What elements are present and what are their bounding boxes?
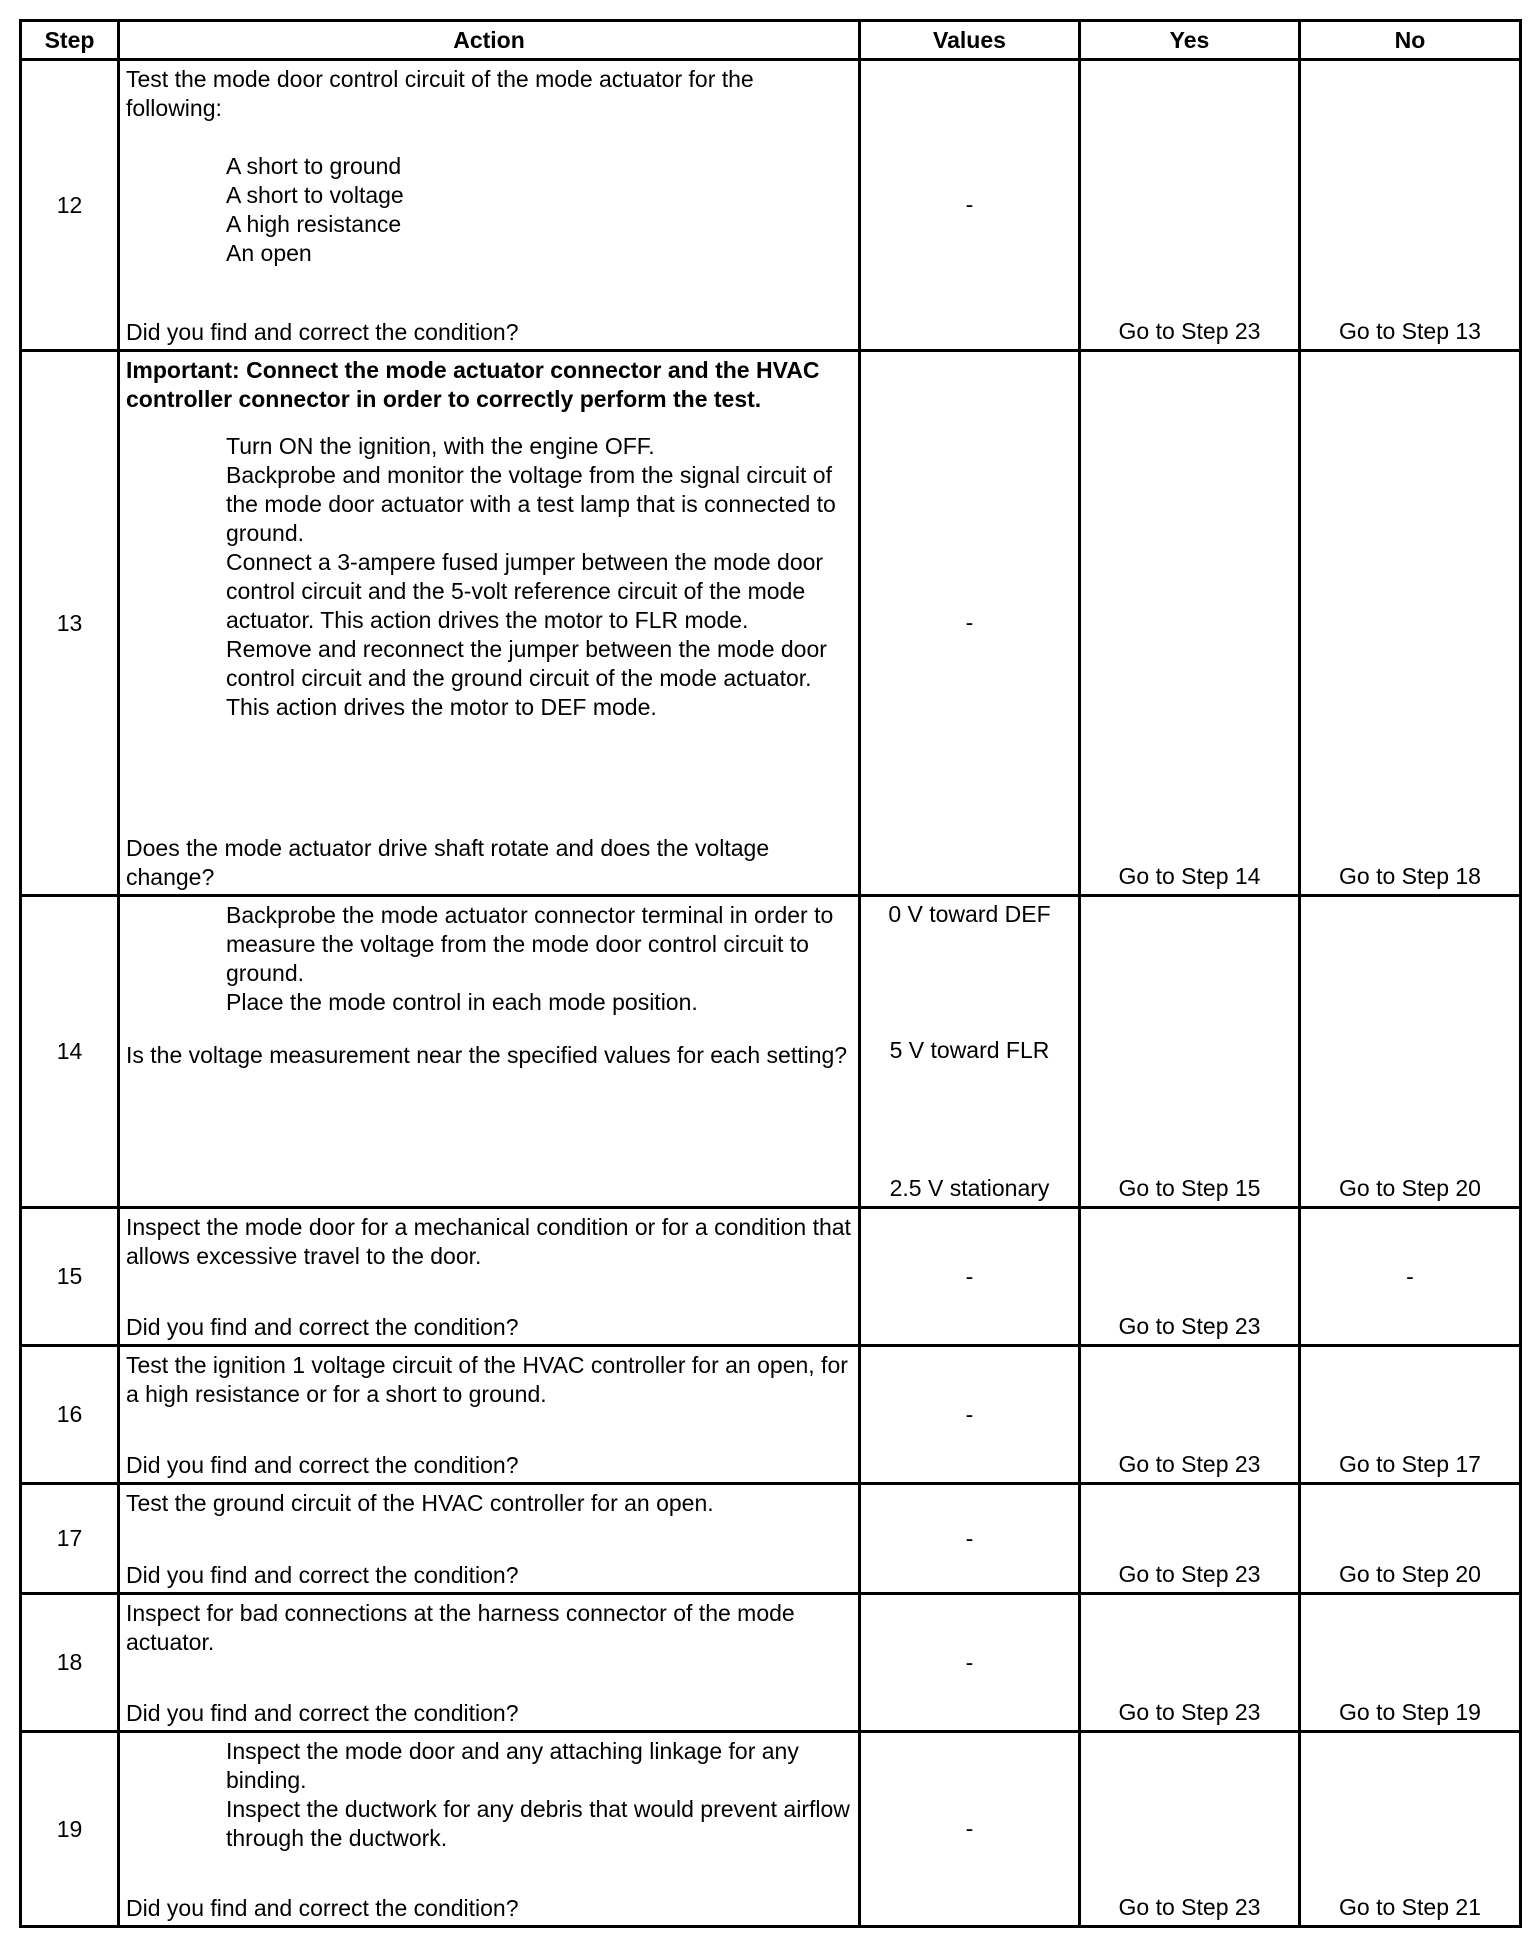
action-item: Turn ON the ignition, with the engine OFF. (226, 433, 655, 459)
table-row (21, 1732, 1521, 1927)
step-number: 12 (21, 60, 119, 351)
action-intro: Test the ground circuit of the HVAC controller for an open. (126, 1490, 714, 1516)
values-cell (860, 1594, 1080, 1732)
table-row (21, 1346, 1521, 1484)
no-goto: Go to Step 18 (1339, 863, 1481, 889)
values-cell (860, 60, 1080, 351)
action-question: Is the voltage measurement near the specified values for each setting? (126, 1042, 848, 1068)
no-goto: Go to Step 21 (1339, 1894, 1481, 1920)
step-number: 13 (21, 351, 119, 896)
yes-cell (1080, 1346, 1300, 1484)
table-row (21, 351, 1521, 896)
yes-cell (1080, 896, 1300, 1208)
yes-goto: Go to Step 15 (1118, 1175, 1261, 1201)
action-question: Did you find and correct the condition? (126, 1700, 519, 1726)
value-dash: - (965, 191, 974, 218)
action-cell (119, 1346, 860, 1484)
value-dash: - (965, 1525, 974, 1551)
step-number: 17 (21, 1484, 119, 1594)
header-no: No (1300, 21, 1521, 60)
no-goto: Go to Step 17 (1339, 1451, 1481, 1477)
no-cell (1300, 1346, 1521, 1484)
no-cell (1300, 1484, 1521, 1594)
action-item: Place the mode control in each mode position. (226, 989, 698, 1015)
yes-goto: Go to Step 23 (1118, 1451, 1261, 1477)
header-step: Step (21, 21, 119, 60)
action-cell (119, 1732, 860, 1927)
value-dash: - (965, 1401, 974, 1427)
value-item: 0 V toward DEF (888, 901, 1051, 927)
yes-cell (1080, 1732, 1300, 1927)
action-cell (119, 60, 860, 351)
table-row (21, 1594, 1521, 1732)
yes-goto: Go to Step 14 (1118, 863, 1261, 889)
action-item: An open (226, 240, 312, 266)
action-cell (119, 351, 860, 896)
yes-cell (1080, 351, 1300, 896)
values-cell (860, 896, 1080, 1208)
action-intro: Test the mode door control circuit of the mode actuator for the following: (126, 66, 754, 121)
yes-cell (1080, 1208, 1300, 1346)
action-item: Inspect the mode door and any attaching linkage for any binding. (226, 1738, 799, 1793)
no-cell (1300, 351, 1521, 896)
yes-goto: Go to Step 23 (1118, 1894, 1261, 1920)
step-number: 18 (21, 1594, 119, 1732)
table-row (21, 1484, 1521, 1594)
action-question: Did you find and correct the condition? (126, 319, 519, 345)
action-question: Did you find and correct the condition? (126, 1895, 519, 1921)
no-goto: Go to Step 13 (1339, 318, 1481, 344)
value-dash: - (965, 1649, 974, 1675)
yes-goto: Go to Step 23 (1118, 1313, 1261, 1339)
no-goto: Go to Step 19 (1339, 1699, 1481, 1725)
action-question: Did you find and correct the condition? (126, 1562, 519, 1588)
value-dash: - (965, 1815, 974, 1842)
action-item: Backprobe the mode actuator connector terminal in order to measure the voltage from the mode door control circuit to ground. (226, 902, 834, 986)
action-item: A short to voltage (226, 182, 404, 208)
value-dash: - (965, 1263, 974, 1289)
action-cell (119, 1594, 860, 1732)
action-item: Remove and reconnect the jumper between the mode door control circuit and the ground circuit of the mode actuator. This action drives the motor to DEF mode. (226, 636, 827, 720)
yes-goto: Go to Step 23 (1118, 318, 1261, 344)
action-question: Does the mode actuator drive shaft rotate and does the voltage change? (126, 835, 770, 890)
table-row (21, 1208, 1521, 1346)
action-cell (119, 1208, 860, 1346)
header-values: Values (860, 21, 1080, 60)
values-cell (860, 1346, 1080, 1484)
values-cell (860, 1208, 1080, 1346)
no-goto: Go to Step 20 (1339, 1561, 1481, 1587)
yes-goto: Go to Step 23 (1118, 1561, 1261, 1587)
no-cell (1300, 896, 1521, 1208)
table-row (21, 896, 1521, 1208)
value-item: 2.5 V stationary (889, 1175, 1050, 1201)
yes-goto: Go to Step 23 (1118, 1699, 1261, 1725)
header-action: Action (119, 21, 860, 60)
action-intro: Test the ignition 1 voltage circuit of the HVAC controller for an open, for a high resistance or for a short to ground. (126, 1352, 848, 1407)
no-cell (1300, 1732, 1521, 1927)
value-item: 5 V toward FLR (889, 1037, 1050, 1063)
step-number: 19 (21, 1732, 119, 1927)
action-intro: Inspect for bad connections at the harness connector of the mode actuator. (126, 1600, 795, 1655)
values-cell (860, 1732, 1080, 1927)
action-item: A short to ground (226, 153, 402, 179)
action-item: Connect a 3-ampere fused jumper between the mode door control circuit and the 5-volt reference circuit of the mode actuator. This action drives the motor to FLR mode. (226, 549, 824, 633)
action-question: Did you find and correct the condition? (126, 1314, 519, 1340)
yes-cell (1080, 1484, 1300, 1594)
yes-cell (1080, 60, 1300, 351)
action-item: A high resistance (226, 211, 402, 237)
no-cell (1300, 1208, 1521, 1346)
no-cell (1300, 60, 1521, 351)
diagnostic-table (19, 19, 1519, 1928)
action-intro: Inspect the mode door for a mechanical condition or for a condition that allows excessive travel to the door. (126, 1214, 851, 1269)
important-note: Important: Connect the mode actuator connector and the HVAC controller connector in order to correctly perform the test. (126, 357, 820, 412)
yes-cell (1080, 1594, 1300, 1732)
header-row (21, 21, 1521, 60)
step-number: 14 (21, 896, 119, 1208)
value-dash: - (965, 609, 974, 636)
table-row (21, 60, 1521, 351)
action-cell (119, 1484, 860, 1594)
step-number: 15 (21, 1208, 119, 1346)
header-yes: Yes (1080, 21, 1300, 60)
no-cell (1300, 1594, 1521, 1732)
action-cell (119, 896, 860, 1208)
values-cell (860, 1484, 1080, 1594)
action-item: Backprobe and monitor the voltage from the signal circuit of the mode door actuator with a test lamp that is connected to ground. (226, 462, 836, 546)
values-cell (860, 351, 1080, 896)
no-dash: - (1406, 1263, 1414, 1289)
no-goto: Go to Step 20 (1339, 1175, 1481, 1201)
action-question: Did you find and correct the condition? (126, 1452, 519, 1478)
action-item: Inspect the ductwork for any debris that would prevent airflow through the ductwork. (226, 1796, 850, 1851)
step-number: 16 (21, 1346, 119, 1484)
